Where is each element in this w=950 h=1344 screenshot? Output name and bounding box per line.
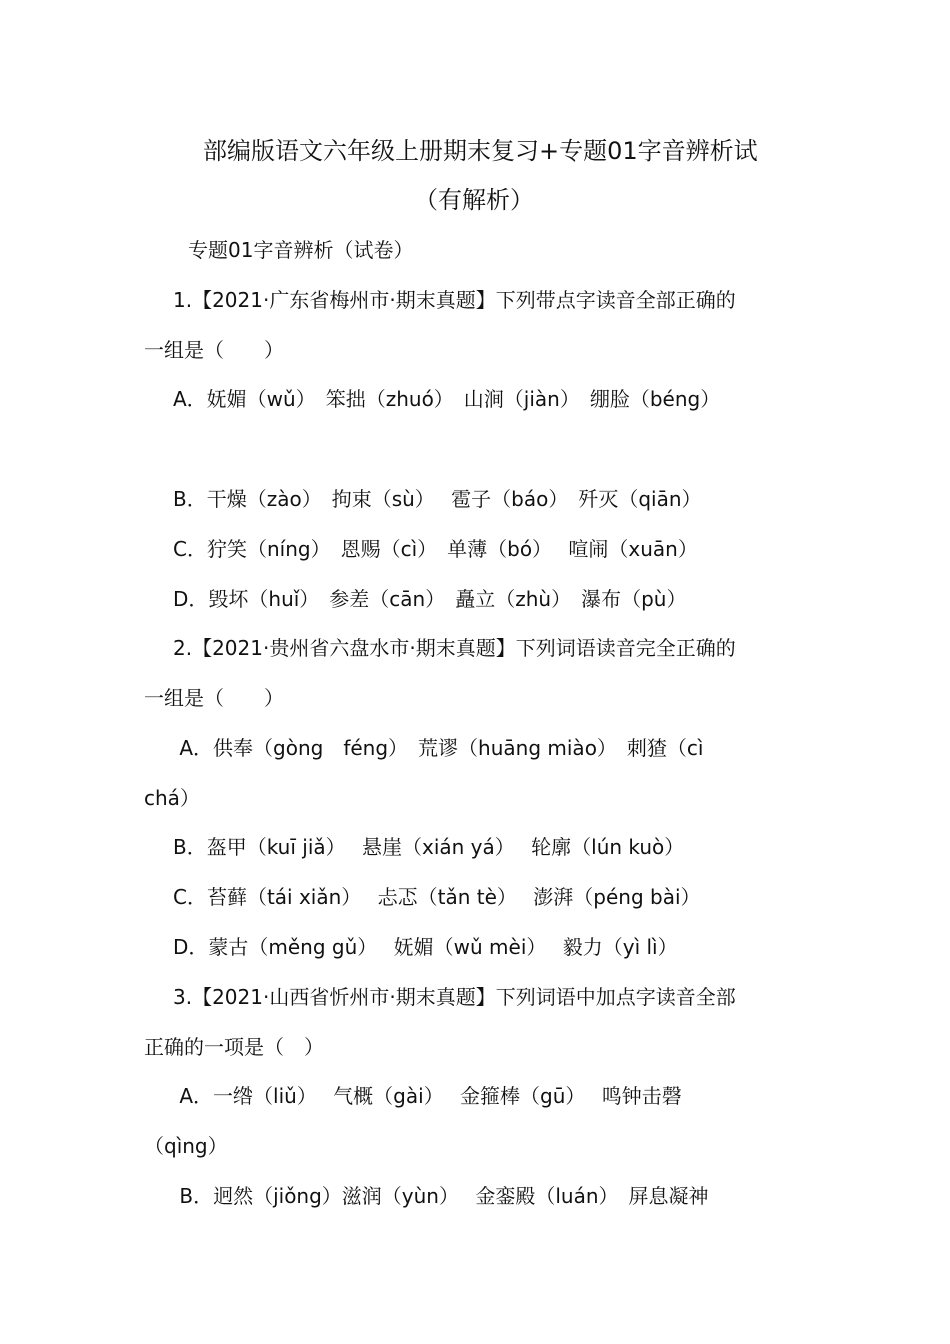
q3-option-a-line1: A．一绺（liǔ） 气概（gài） 金箍棒（gū） 鸣钟击磬 [173, 1084, 682, 1108]
q2-option-c: C．苔藓（tái xiǎn） 忐忑（tǎn tè） 澎湃（péng bài） [173, 885, 701, 909]
q1-option-b: B．干燥（zào） 拘束（sù） 雹子（báo） 歼灭（qiān） [173, 487, 702, 511]
q1-stem-line1: 1.【2021·广东省梅州市·期末真题】下列带点字读音全部正确的 [173, 288, 736, 312]
q2-option-a-line2: chá） [144, 786, 200, 810]
doc-title-line1: 部编版语文六年级上册期末复习+专题01字音辨析试 [203, 137, 758, 165]
doc-subtitle: 专题01字音辨析（试卷） [188, 238, 414, 262]
q2-option-b: B．盔甲（kuī jiǎ） 悬崖（xián yá） 轮廓（lún kuò） [173, 835, 685, 859]
q3-option-b-line1: B．迥然（jiǒng）滋润（yùn） 金銮殿（luán） 屏息凝神 [173, 1184, 709, 1208]
q2-option-d: D．蒙古（měng gǔ） 妩媚（wǔ mèi） 毅力（yì lì） [173, 935, 678, 959]
q1-option-d: D．毁坏（huǐ） 参差（cān） 矗立（zhù） 瀑布（pù） [173, 587, 687, 611]
doc-title-line2: （有解析） [414, 186, 534, 214]
q2-stem-line2: 一组是（ ） [144, 686, 284, 710]
q2-option-a-line1: A．供奉（gòng féng） 荒谬（huāng miào） 刺猹（cì [173, 736, 704, 760]
q1-option-a: A．妩媚（wǔ） 笨拙（zhuó） 山涧（jiàn） 绷脸（béng） [173, 387, 721, 411]
q1-option-c: C．狞笑（níng） 恩赐（cì） 单薄（bó） 喧闹（xuān） [173, 537, 698, 561]
q2-stem-line1: 2.【2021·贵州省六盘水市·期末真题】下列词语读音完全正确的 [173, 636, 736, 660]
q1-stem-line2: 一组是（ ） [144, 338, 284, 362]
q3-stem-line2: 正确的一项是（ ） [144, 1035, 324, 1059]
q3-option-a-line2: （qìng） [144, 1134, 228, 1158]
q3-stem-line1: 3.【2021·山西省忻州市·期末真题】下列词语中加点字读音全部 [173, 985, 736, 1009]
